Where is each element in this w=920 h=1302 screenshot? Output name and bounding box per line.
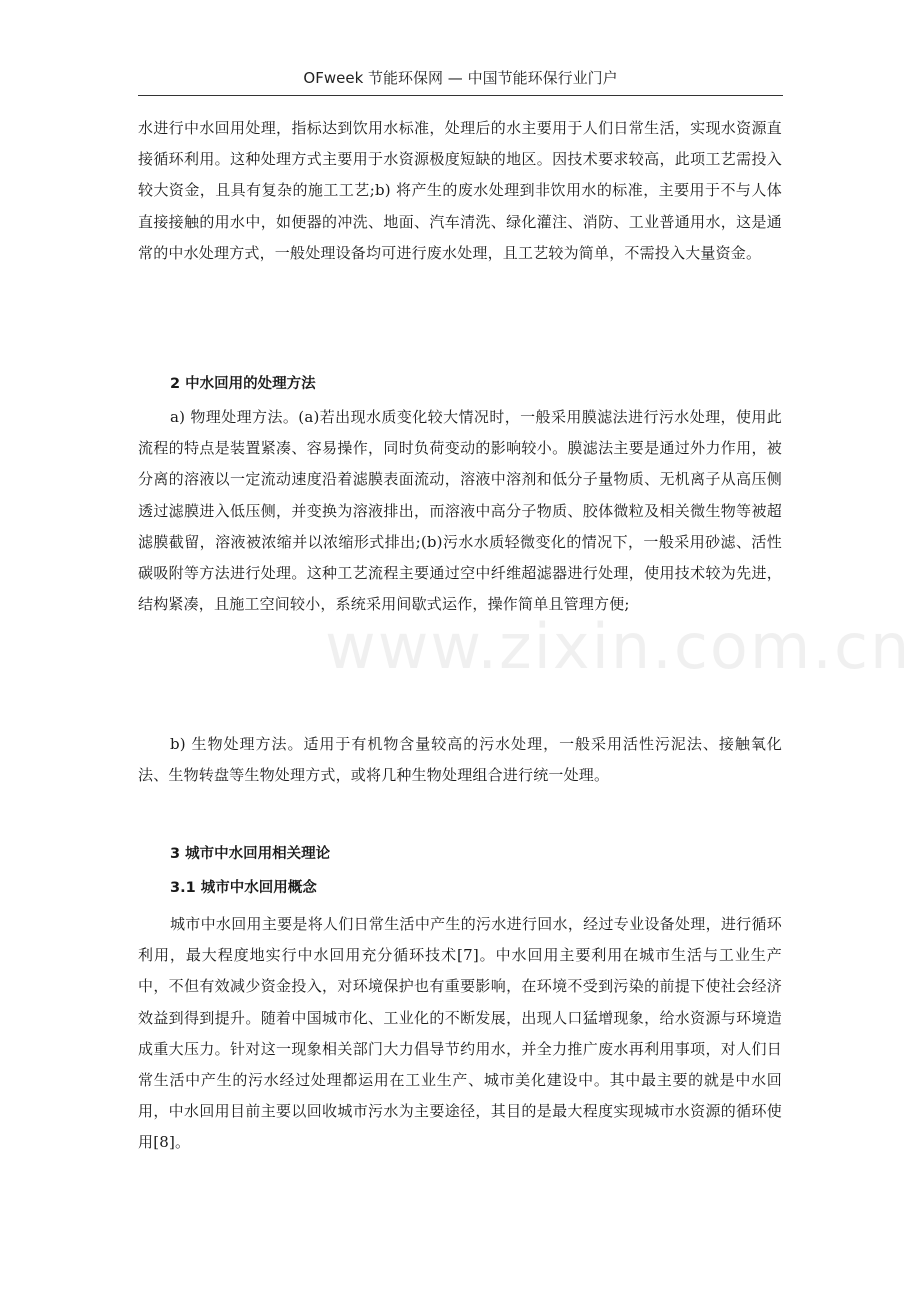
paragraph-physical-method: a) 物理处理方法。(a)若出现水质变化较大情况时，一般采用膜滤法进行污水处理，使用此流程的特点是装置紧凑、容易操作，同时负荷变动的影响较小。膜滤法主要是通过外力作用，被分离的溶液以一定流动速度沿着滤膜表面流动，溶液中溶剂和低分子量物质、无机离子从高压侧透过滤膜进入低压侧，并变换为溶液排出，而溶液中高分子物质、胶体微粒及相关微生物等被超滤膜截留，溶液被浓缩并以浓缩形式排出;(b)污水水质轻微变化的情况下，一般采用砂滤、活性碳吸附等方法进行处理。这种工艺流程主要通过空中纤维超滤器进行处理，使用技术较为先进，结构紧凑，且施工空间较小，系统采用间歇式运作，操作简单且管理方便; xyxy=(138,408,782,614)
section-heading-3: 3 城市中水回用相关理论 xyxy=(170,846,331,862)
section-heading-2: 2 中水回用的处理方法 xyxy=(170,376,316,392)
paragraph-concept: 城市中水回用主要是将人们日常生活中产生的污水进行回水，经过专业设备处理，进行循环利用，最大程度地实行中水回用充分循环技术[7]。中水回用主要利用在城市生活与工业生产中，不但有效减少资金投入，对环境保护也有重要影响，在环境不受到污染的前提下使社会经济效益到得到提升。随着中国城市化、工业化的不断发展，出现人口猛增现象，给水资源与环境造成重大压力。针对这一现象相关部门大力倡导节约用水，并全力推广废水再利用事项，对人们日常生活中产生的污水经过处理都运用在工业生产、城市美化建设中。其中最主要的就是中水回用，中水回用目前主要以回收城市污水为主要途径，其目的是最大程度实现城市水资源的循环使用[8]。 xyxy=(138,915,782,1152)
header-divider xyxy=(138,95,783,96)
subsection-heading-3-1: 3.1 城市中水回用概念 xyxy=(170,880,317,896)
watermark: www.zixin.com.cn xyxy=(325,610,912,683)
page-header: OFweek 节能环保网 — 中国节能环保行业门户 xyxy=(303,69,618,87)
paragraph-intro: 水进行中水回用处理，指标达到饮用水标准，处理后的水主要用于人们日常生活，实现水资源直接循环利用。这种处理方式主要用于水资源极度短缺的地区。因技术要求较高，此项工艺需投入较大资金，且具有复杂的施工工艺;b) 将产生的废水处理到非饮用水的标准，主要用于不与人体直接接触的用水中，如便器的冲洗、地面、汽车清洗、绿化灌注、消防、工业普通用水，这是通常的中水处理方式，一般处理设备均可进行废水处理，且工艺较为简单，不需投入大量资金。 xyxy=(138,119,782,262)
paragraph-biological-method: b) 生物处理方法。适用于有机物含量较高的污水处理，一般采用活性污泥法、接触氧化法、生物转盘等生物处理方式，或将几种生物处理组合进行统一处理。 xyxy=(138,735,782,785)
